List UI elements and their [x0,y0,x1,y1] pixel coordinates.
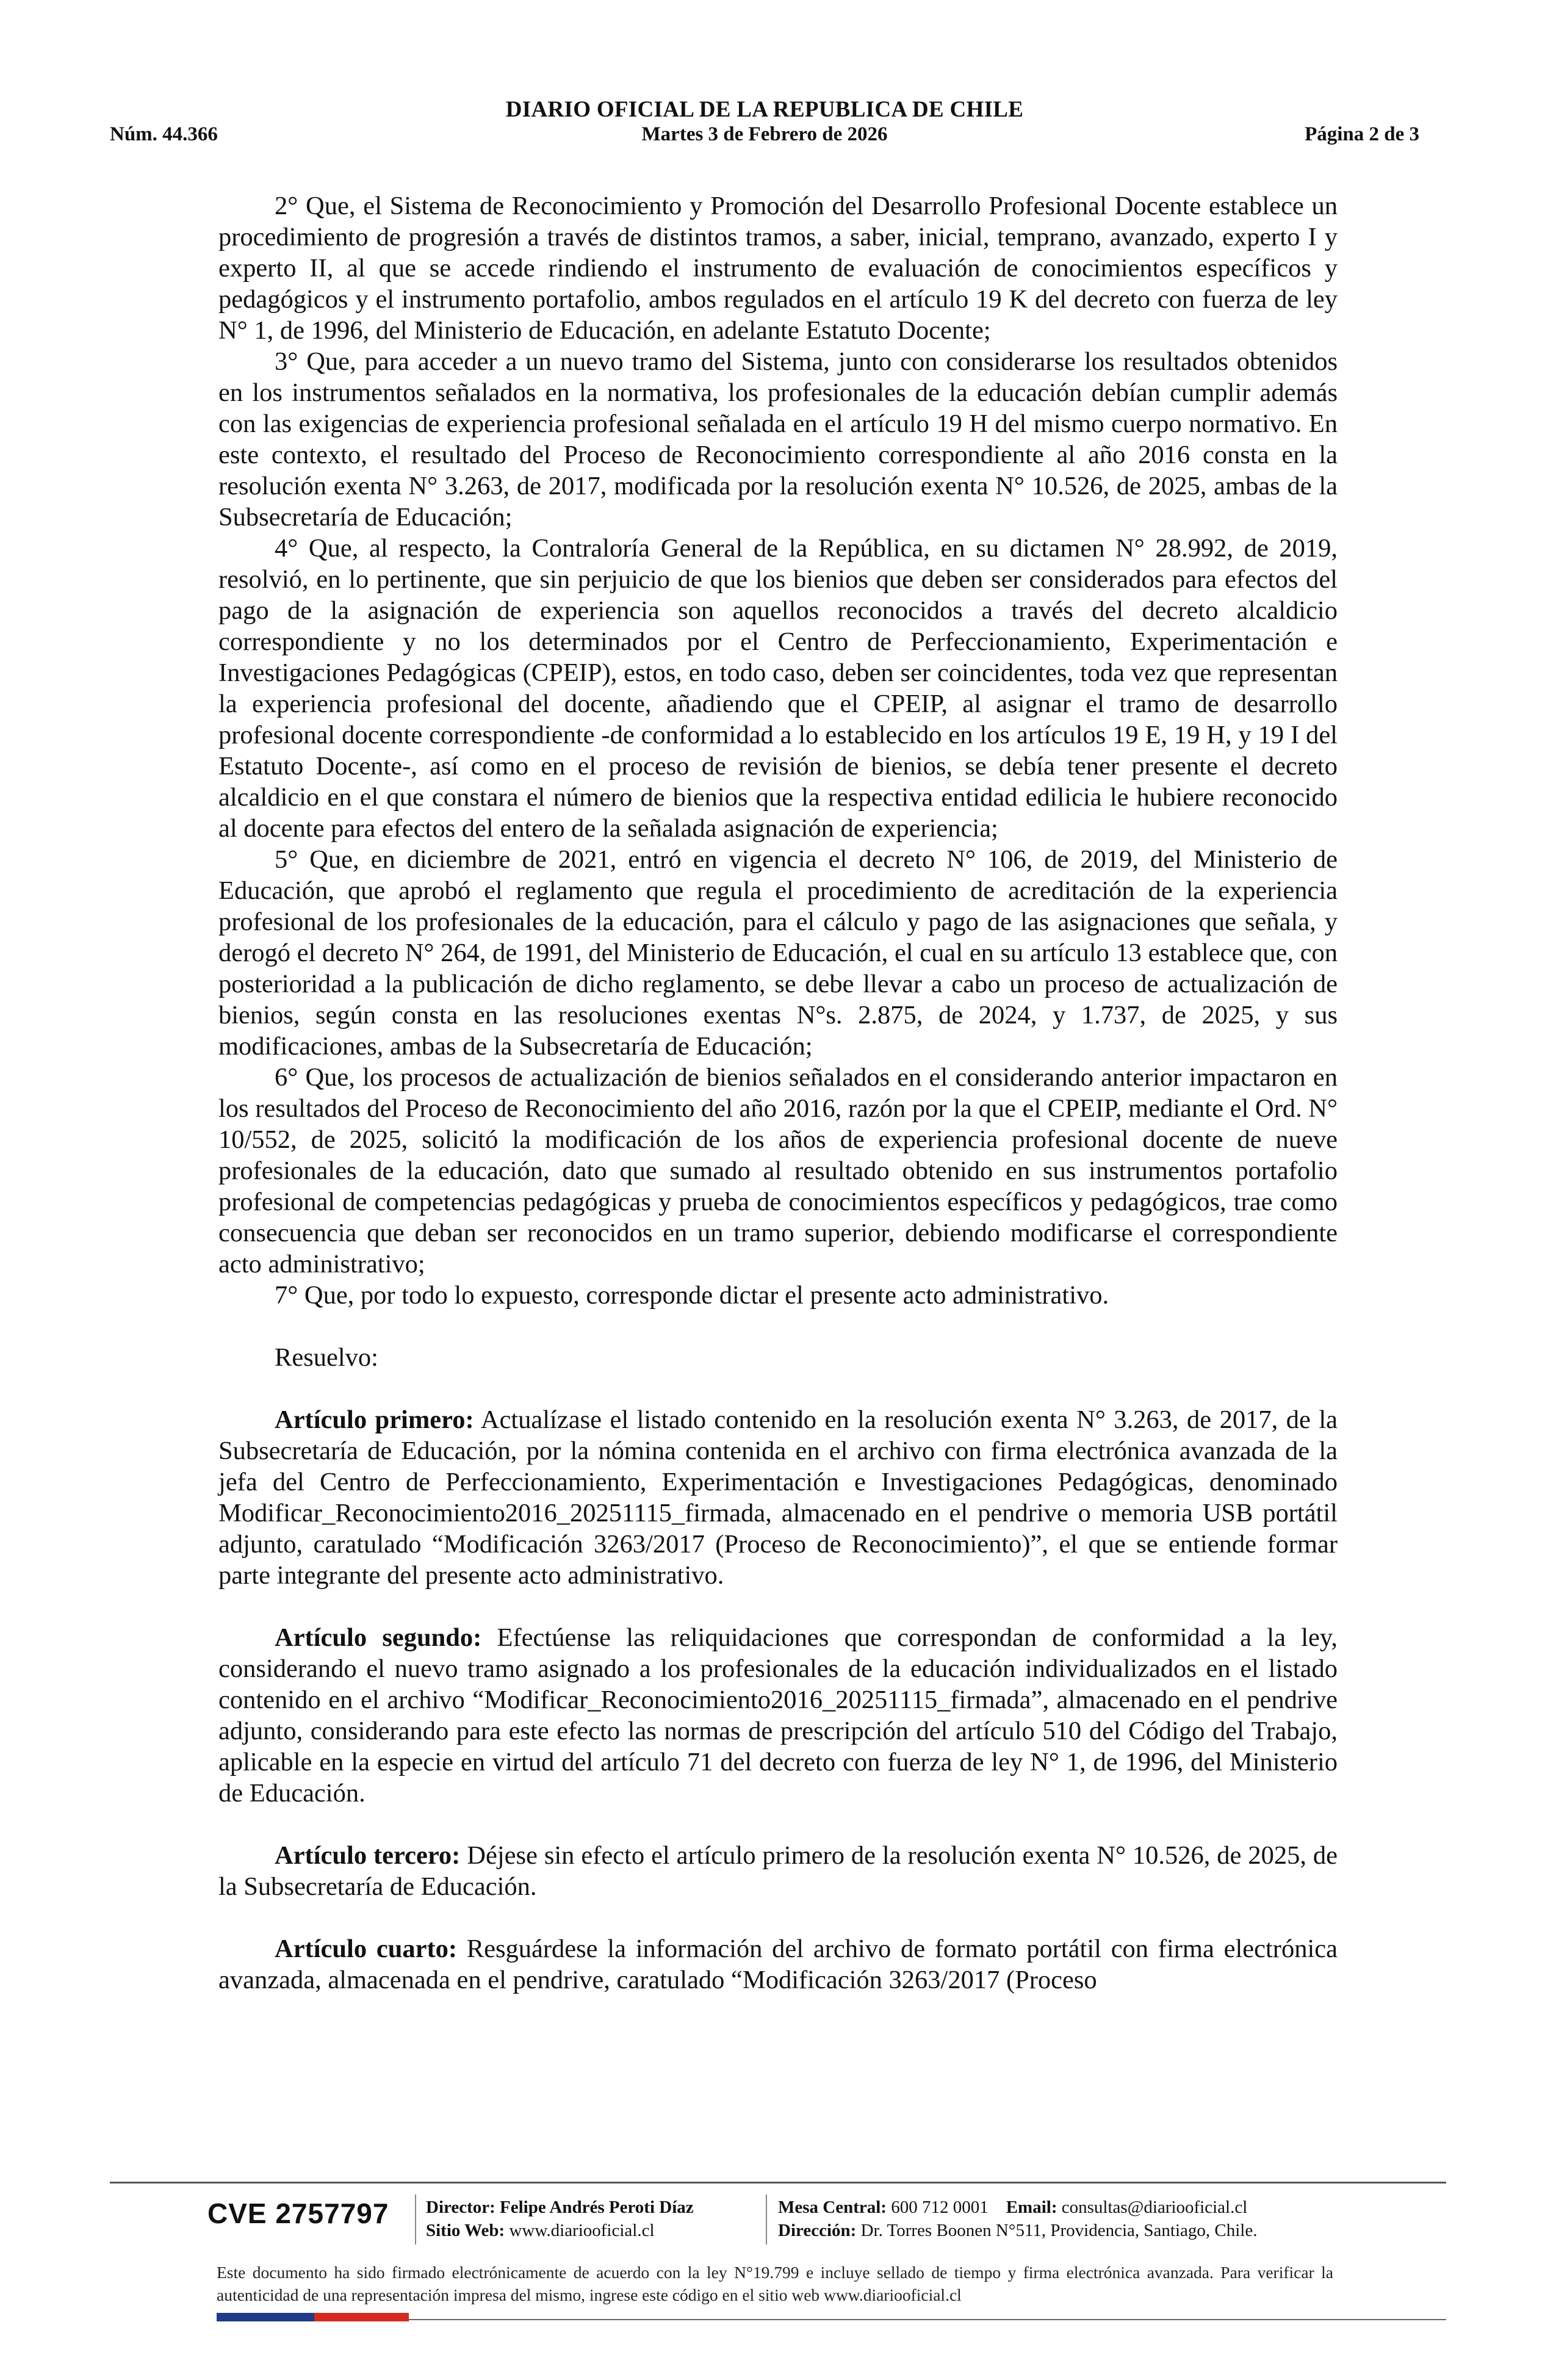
considerando-5: 5° Que, en diciembre de 2021, entró en vigencia el decreto N° 106, de 2019, del Ministerio de Educación, que aprobó el reglamento que regula el procedimiento de acreditación de la experiencia profesional de los profesionales de la educación, para el cálculo y pago de las asignaciones que señala, y derogó el decreto N° 264, de 1991, del Ministerio de Educación, el cual en su artículo 13 establece que, con posterioridad a la publicación de dicho reglamento, se debe llevar a cabo un proceso de actualización de bienios, según consta en las resoluciones exentas N°s. 2.875, de 2024, y 1.737, de 2025, y sus modificaciones, ambas de la Subsecretaría de Educación; [218,845,1338,1061]
gazette-title: DIARIO OFICIAL DE LA REPUBLICA DE CHILE [505,97,1024,122]
cve-code: CVE 2757797 [207,2198,389,2229]
footer-bottom-rule [409,2319,1446,2320]
address-label: Dirección: [778,2221,857,2240]
article-1-text: Actualízase el listado contenido en la resolución exenta N° 3.263, de 2017, de la Subsecretaría de Educación, por la nómina contenida en el archivo con firma electrónica avanzada de la jefa del Centro de Perfeccionamiento, Experimentación e Investigaciones Pedagógicas, denominado Modificar_Reconocimiento2016_20251115_firmada, almacenado en el pendrive o memoria USB portátil adjunto, caratulado “Modificación 3263/2017 (Proceso de Reconocimiento)”, el que se entiende formar parte integrante del presente acto administrativo. [218,1405,1338,1590]
article-2-text: Efectúense las reliquidaciones que correspondan de conformidad a la ley, considerando el nuevo tramo asignado a los profesionales de la educación individualizados en el listado contenido en el archivo “Modificar_Reconocimiento2016_20251115_firmada”, almacenado en el pendrive adjunto, considerando para este efecto las normas de prescripción del artículo 510 del Código del Trabajo, aplicable en la especie en virtud del artículo 71 del decreto con fuerza de ley N° 1, de 1996, del Ministerio de Educación. [218,1623,1338,1808]
email-label: Email: [1006,2198,1057,2217]
footer-separator [415,2194,416,2245]
considerando-6: 6° Que, los procesos de actualización de bienios señalados en el considerando anterior impactaron en los resultados del Proceso de Reconocimiento del año 2016, razón por la que el CPEIP, mediante el Ord. N° 10/552, de 2025, solicitó la modificación de los años de experiencia profesional docente de nueve profesionales de la educación, dato que sumado al resultado obtenido en sus instrumentos portafolio profesional de competencias pedagógicas y prueba de conocimientos específicos y pedagógicos, trae como consecuencia que deban ser reconocidos en un tramo superior, debiendo modificarse el correspondiente acto administrativo; [218,1063,1338,1278]
document-body [218,190,1338,1996]
considerando-4: 4° Que, al respecto, la Contraloría General de la República, en su dictamen N° 28.992, de 2019, resolvió, en lo pertinente, que sin perjuicio de que los bienios que deben ser considerados para efectos del pago de la asignación de experiencia son aquellos reconocidos a través del decreto alcaldicio correspondiente y no los determinados por el Centro de Perfeccionamiento, Experimentación e Investigaciones Pedagógicas (CPEIP), estos, en todo caso, deben ser coincidentes, toda vez que representan la experiencia profesional del docente, añadiendo que el CPEIP, al asignar el tramo de desarrollo profesional docente correspondiente -de conformidad a lo establecido en los artículos 19 E, 19 H, y 19 I del Estatuto Docente-, así como en el proceso de revisión de bienios, se debía tener presente el decreto alcaldicio en el que constara el número de bienios que la respectiva entidad edilicia le hubiere reconocido al docente para efectos del entero de la señalada asignación de experiencia; [218,534,1338,843]
flag-stripe-red [314,2313,409,2321]
address-value: Dr. Torres Boonen N°511, Providencia, Santiago, Chile. [860,2221,1258,2240]
footer-director-block [426,2196,694,2242]
director-label: Director: [426,2198,495,2217]
article-2-label: Artículo segundo: [275,1623,482,1652]
article-4-text: Resguárdese la información del archivo de formato portátil con firma electrónica avanzada, almacenada en el pendrive, caratulado “Modificación 3263/2017 (Proceso [218,1935,1338,1994]
issue-date: Martes 3 de Febrero de 2026 [641,123,888,145]
director-name: Felipe Andrés Peroti Díaz [500,2198,694,2217]
site-label: Sitio Web: [426,2221,505,2240]
mesa-value: 600 712 0001 [891,2198,989,2217]
page-number: Página 2 de 3 [1305,123,1419,145]
mesa-label: Mesa Central: [778,2198,887,2217]
page-header [110,93,1419,151]
footer-divider [110,2182,1446,2183]
article-1-label: Artículo primero: [275,1405,474,1434]
issue-number: Núm. 44.366 [110,123,218,145]
footer-contact-block [778,2196,1257,2242]
considerando-2: 2° Que, el Sistema de Reconocimiento y Promoción del Desarrollo Profesional Docente establece un procedimiento de progresión a través de distintos tramos, a saber, inicial, temprano, avanzado, experto I y experto II, al que se accede rindiendo el instrumento de evaluación de conocimientos específicos y pedagógicos y el instrumento portafolio, ambos regulados en el artículo 19 K del decreto con fuerza de ley N° 1, de 1996, del Ministerio de Educación, en adelante Estatuto Docente; [218,192,1338,345]
article-1 [218,1404,1338,1591]
article-3-label: Artículo tercero: [275,1841,461,1870]
article-4-label: Artículo cuarto: [275,1935,457,1963]
considerando-3: 3° Que, para acceder a un nuevo tramo del Sistema, junto con considerarse los resultados obtenidos en los instrumentos señalados en la normativa, los profesionales de la educación debían cumplir además con las exigencias de experiencia profesional señalada en el artículo 19 H del mismo cuerpo normativo. En este contexto, el resultado del Proceso de Reconocimiento correspondiente al año 2016 consta en la resolución exenta N° 3.263, de 2017, modificada por la resolución exenta N° 10.526, de 2025, ambas de la Subsecretaría de Educación; [218,347,1338,532]
site-link[interactable]: www.diariooficial.cl [509,2221,655,2240]
footer-separator [766,2194,767,2245]
considerando-7: 7° Que, por todo lo expuesto, corresponde dictar el presente acto administrativo. [275,1281,1109,1310]
email-link[interactable]: consultas@diariooficial.cl [1061,2198,1248,2217]
article-4 [218,1933,1338,1996]
resuelvo-heading: Resuelvo: [275,1343,378,1372]
signature-note: Este documento ha sido firmado electrónicamente de acuerdo con la ley N°19.799 e incluye sellado de tiempo y firma electrónica avanzada. Para verificar la autenticidad de una representación impresa del mismo, ingrese este código en el sitio web www.diariooficial.cl [217,2263,1333,2304]
flag-stripe-blue [217,2313,314,2321]
article-3 [218,1840,1338,1902]
article-2 [218,1622,1338,1809]
article-3-text: Déjese sin efecto el artículo primero de la resolución exenta N° 10.526, de 2025, de la Subsecretaría de Educación. [218,1841,1338,1901]
